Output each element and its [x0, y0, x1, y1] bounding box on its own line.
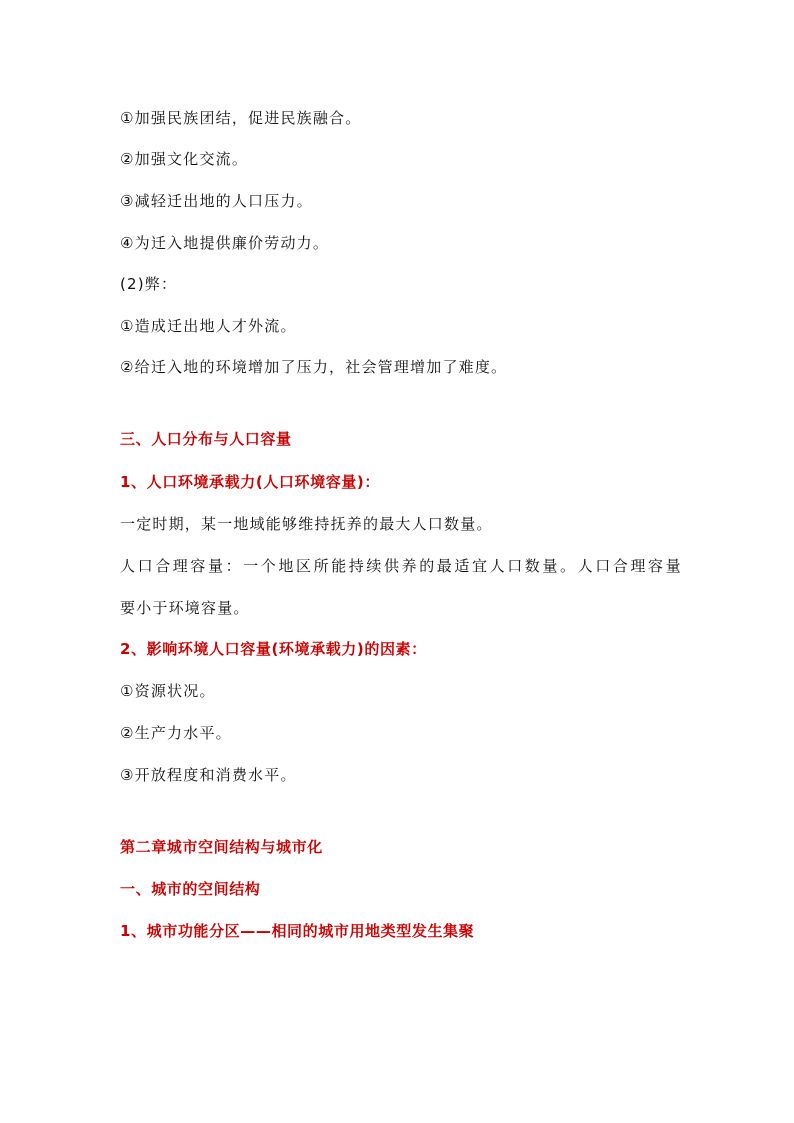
subsection-heading: 2、影响环境人口容量(环境承载力)的因素： [120, 640, 427, 658]
subsection-heading: 1、城市功能分区——相同的城市用地类型发生集聚 [120, 922, 475, 940]
subsection-heading: 1、人口环境承载力(人口环境容量)： [120, 473, 380, 491]
text-line: ④为迁入地提供廉价劳动力。 [120, 234, 330, 252]
section-heading: 一、城市的空间结构 [120, 880, 261, 898]
section-heading: 三、人口分布与人口容量 [120, 430, 292, 448]
text-line: ②加强文化交流。 [120, 150, 249, 168]
text-line: 一定时期，某一地域能够维持抚养的最大人口数量。 [120, 515, 493, 533]
text-line: (2)弊： [120, 275, 178, 293]
text-line: ②给迁入地的环境增加了压力，社会管理增加了难度。 [120, 358, 508, 376]
text-line: 人口合理容量：一个地区所能持续供养的最适宜人口数量。人口合理容量 [120, 557, 684, 575]
text-line: ①资源状况。 [120, 682, 216, 700]
text-line: 要小于环境容量。 [120, 599, 250, 617]
text-line: ②生产力水平。 [120, 724, 232, 742]
text-line: ③开放程度和消费水平。 [120, 766, 297, 784]
text-line: ①造成迁出地人才外流。 [120, 317, 297, 335]
text-line: ③减轻迁出地的人口压力。 [120, 192, 313, 210]
chapter-heading: 第二章城市空间结构与城市化 [120, 838, 323, 856]
text-line: ①加强民族团结，促进民族融合。 [120, 109, 362, 127]
